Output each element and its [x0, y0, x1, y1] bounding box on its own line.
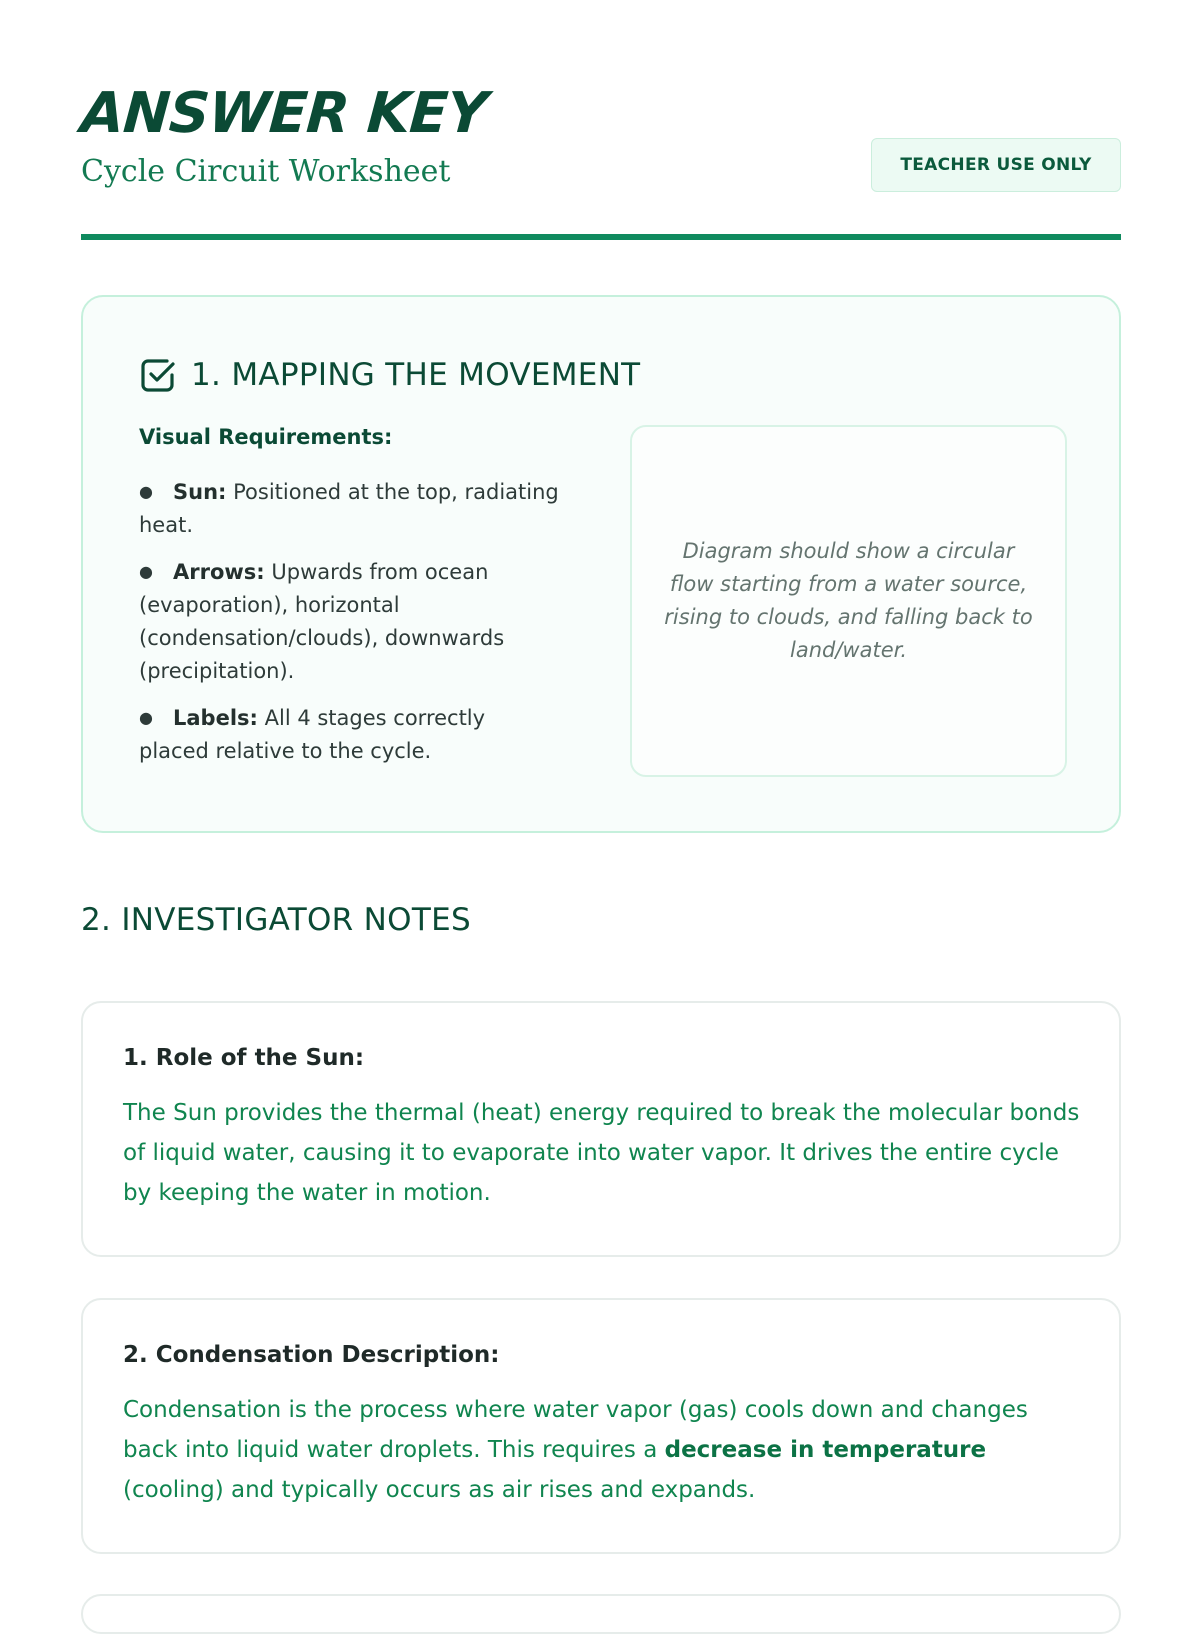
list-item: ● Sun: Positioned at the top, radiating heat.: [139, 480, 559, 537]
diagram-note: Diagram should show a circular flow starting from a water source, rising to clouds, and falling back to land/water.: [664, 539, 1033, 662]
note-question: 2. Condensation Description:: [123, 1342, 500, 1368]
mapping-section-card: [81, 295, 1121, 833]
answer-emphasis: decrease in temperature: [664, 1437, 987, 1463]
note-card: [81, 1594, 1121, 1634]
note-card: [81, 1001, 1121, 1257]
mapping-section-title: 1. MAPPING THE MOVEMENT: [191, 357, 641, 393]
teacher-use-badge: TEACHER USE ONLY: [871, 138, 1121, 192]
mapping-section-heading: [139, 355, 640, 395]
note-answer: The Sun provides the thermal (heat) energy required to break the molecular bonds of liquid water, causing it to evaporate into water vapor. It drives the entire cycle by keeping the water in motion.: [123, 1100, 1080, 1206]
requirement-text: All 4 stages correctly placed relative to the cycle.: [139, 706, 486, 763]
note-answer: [123, 1390, 1083, 1510]
list-item: ● Arrows: Upwards from ocean (evaporation), horizontal (condensation/clouds), downwards (precipitation).: [139, 560, 505, 683]
requirement-label: Labels:: [173, 706, 258, 730]
note-card: [81, 1298, 1121, 1554]
requirement-label: Sun:: [173, 480, 227, 504]
worksheet-subtitle: Cycle Circuit Worksheet: [81, 154, 451, 189]
requirement-label: Arrows:: [173, 560, 265, 584]
answer-text: Condensation is the process where water vapor (gas) cools down and changes back into liquid water droplets. This requires a: [123, 1397, 1028, 1463]
diagram-placeholder: [630, 425, 1067, 777]
investigator-notes-heading: 2. INVESTIGATOR NOTES: [81, 902, 471, 938]
page-title: ANSWER KEY: [78, 81, 489, 146]
visual-requirements-title: Visual Requirements:: [139, 425, 393, 449]
requirements-list: [139, 475, 559, 781]
answer-text: (cooling) and typically occurs as air rises and expands.: [123, 1477, 756, 1503]
header-divider: [81, 234, 1121, 240]
note-question: 1. Role of the Sun:: [123, 1045, 365, 1071]
checkbox-icon: [139, 356, 177, 394]
header: [78, 81, 1121, 242]
requirement-text: Upwards from ocean (evaporation), horizontal (condensation/clouds), downwards (precipitation).: [139, 560, 505, 683]
requirement-text: Positioned at the top, radiating heat.: [139, 480, 559, 537]
list-item: ● Labels: All 4 stages correctly placed relative to the cycle.: [139, 706, 486, 763]
